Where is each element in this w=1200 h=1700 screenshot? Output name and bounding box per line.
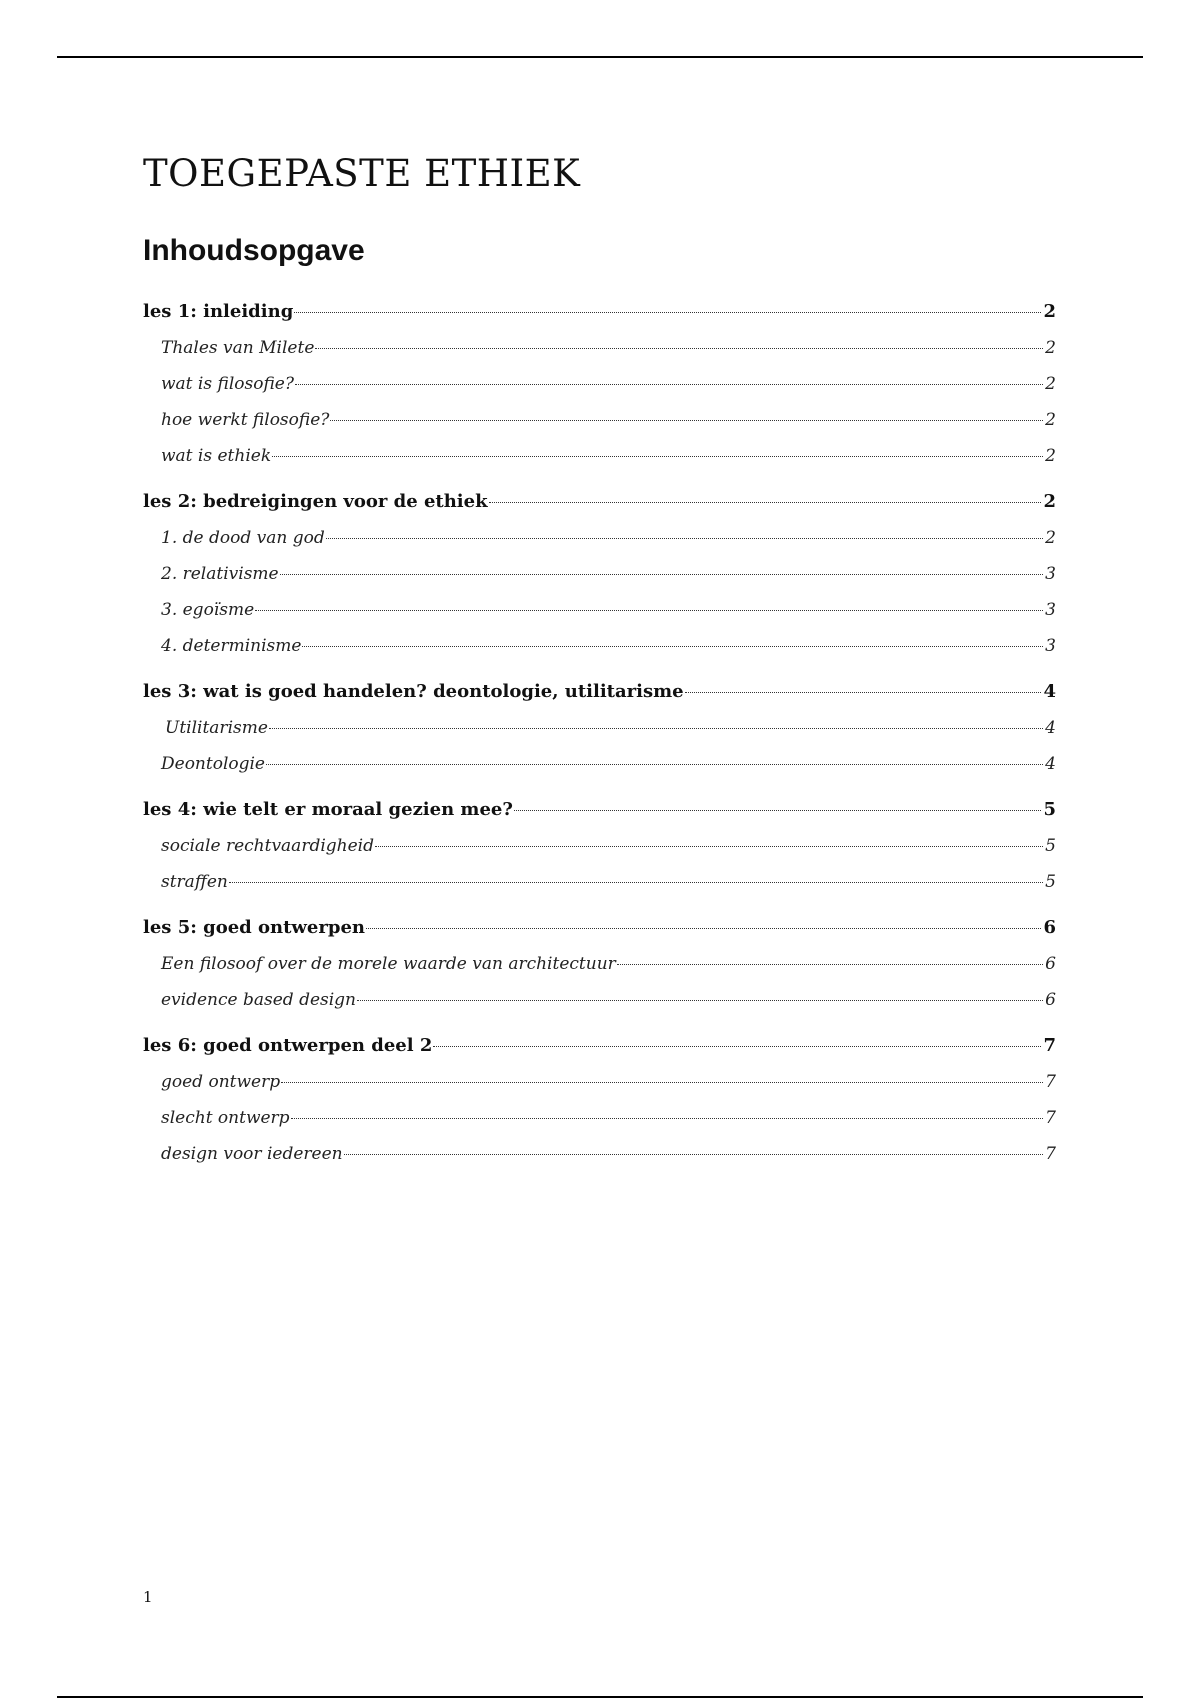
dot-leader — [514, 810, 1042, 811]
toc-subentry-label: 4. determinisme — [161, 636, 302, 656]
toc-subentry-page: 7 — [1045, 1144, 1056, 1164]
toc-subentry[interactable] — [143, 946, 1056, 982]
toc-subentry[interactable] — [143, 1064, 1056, 1100]
header-rule — [57, 56, 1143, 58]
toc-subentry-label: 3. egoïsme — [161, 600, 255, 620]
toc-subentry-label: slecht ontwerp — [161, 1108, 290, 1128]
dot-leader — [281, 1082, 1043, 1083]
dot-leader — [294, 312, 1041, 313]
toc-entry-label: les 1: inleiding — [143, 301, 294, 322]
toc-subentry-page: 5 — [1045, 836, 1056, 856]
dot-leader — [291, 1118, 1044, 1119]
toc-entry-page: 2 — [1043, 301, 1056, 322]
toc-subentry-label: Een filosoof over de morele waarde van architectuur — [161, 954, 616, 974]
dot-leader — [266, 764, 1043, 765]
toc-subentry[interactable] — [143, 592, 1056, 628]
toc-entry[interactable] — [143, 910, 1056, 946]
toc-entry-label: les 5: goed ontwerpen — [143, 917, 365, 938]
toc-subentry[interactable] — [143, 438, 1056, 474]
toc-entry[interactable] — [143, 1028, 1056, 1064]
toc-entry[interactable] — [143, 484, 1056, 520]
document-title: TOEGEPASTE ETHIEK — [143, 152, 581, 195]
toc-entry[interactable] — [143, 674, 1056, 710]
toc-entry-page: 7 — [1043, 1035, 1056, 1056]
toc-section-1 — [143, 294, 1056, 474]
toc-subentry[interactable] — [143, 828, 1056, 864]
toc-entry-page: 5 — [1043, 799, 1056, 820]
toc-subentry-label: Utilitarisme — [165, 718, 268, 738]
toc-section-5 — [143, 910, 1056, 1018]
dot-leader — [269, 728, 1043, 729]
dot-leader — [685, 692, 1042, 693]
toc-heading: Inhoudsopgave — [143, 234, 365, 267]
toc-entry-page: 4 — [1043, 681, 1056, 702]
dot-leader — [255, 610, 1043, 611]
table-of-contents — [143, 294, 1056, 1172]
toc-section-2 — [143, 484, 1056, 664]
toc-section-3 — [143, 674, 1056, 782]
toc-subentry[interactable] — [143, 746, 1056, 782]
toc-entry-label: les 3: wat is goed handelen? deontologie, utilitarisme — [143, 681, 684, 702]
dot-leader — [489, 502, 1042, 503]
toc-subentry-page: 6 — [1045, 990, 1056, 1010]
dot-leader — [357, 1000, 1043, 1001]
toc-subentry-page: 2 — [1045, 528, 1056, 548]
toc-subentry-page: 5 — [1045, 872, 1056, 892]
toc-subentry[interactable] — [143, 556, 1056, 592]
toc-entry-page: 6 — [1043, 917, 1056, 938]
dot-leader — [433, 1046, 1041, 1047]
dot-leader — [330, 420, 1043, 421]
toc-entry[interactable] — [143, 294, 1056, 330]
toc-subentry-page: 2 — [1045, 446, 1056, 466]
toc-subentry[interactable] — [143, 628, 1056, 664]
toc-subentry-label: hoe werkt filosofie? — [161, 410, 330, 430]
toc-subentry-page: 2 — [1045, 374, 1056, 394]
toc-subentry-page: 4 — [1045, 754, 1056, 774]
toc-subentry-label: Deontologie — [161, 754, 265, 774]
toc-subentry[interactable] — [143, 520, 1056, 556]
toc-subentry-page: 2 — [1045, 338, 1056, 358]
footer-rule — [57, 1696, 1143, 1698]
dot-leader — [280, 574, 1044, 575]
toc-subentry-label: goed ontwerp — [161, 1072, 281, 1092]
dot-leader — [295, 384, 1043, 385]
toc-subentry[interactable] — [143, 1136, 1056, 1172]
toc-subentry-page: 4 — [1045, 718, 1056, 738]
toc-section-6 — [143, 1028, 1056, 1172]
dot-leader — [344, 1154, 1044, 1155]
toc-entry-label: les 2: bedreigingen voor de ethiek — [143, 491, 488, 512]
toc-subentry-page: 3 — [1045, 564, 1056, 584]
dot-leader — [229, 882, 1043, 883]
toc-subentry-label: evidence based design — [161, 990, 357, 1010]
toc-subentry-label: 1. de dood van god — [161, 528, 325, 548]
toc-subentry-page: 3 — [1045, 600, 1056, 620]
toc-subentry-label: Thales van Milete — [161, 338, 315, 358]
toc-entry-page: 2 — [1043, 491, 1056, 512]
toc-subentry-label: 2. relativisme — [161, 564, 279, 584]
dot-leader — [302, 646, 1043, 647]
toc-subentry[interactable] — [143, 1100, 1056, 1136]
toc-subentry-label: straffen — [161, 872, 228, 892]
toc-subentry[interactable] — [143, 710, 1056, 746]
toc-subentry-page: 6 — [1045, 954, 1056, 974]
dot-leader — [375, 846, 1043, 847]
toc-subentry-page: 7 — [1045, 1072, 1056, 1092]
toc-subentry[interactable] — [143, 982, 1056, 1018]
dot-leader — [617, 964, 1043, 965]
toc-entry-label: les 4: wie telt er moraal gezien mee? — [143, 799, 513, 820]
toc-subentry[interactable] — [143, 366, 1056, 402]
toc-subentry[interactable] — [143, 330, 1056, 366]
dot-leader — [272, 456, 1043, 457]
toc-subentry-page: 2 — [1045, 410, 1056, 430]
dot-leader — [366, 928, 1041, 929]
toc-entry[interactable] — [143, 792, 1056, 828]
toc-subentry-label: wat is ethiek — [161, 446, 272, 466]
dot-leader — [326, 538, 1043, 539]
dot-leader — [315, 348, 1043, 349]
toc-subentry-page: 7 — [1045, 1108, 1056, 1128]
page-number: 1 — [143, 1588, 153, 1606]
toc-subentry[interactable] — [143, 864, 1056, 900]
toc-subentry-label: design voor iedereen — [161, 1144, 343, 1164]
toc-subentry-page: 3 — [1045, 636, 1056, 656]
toc-subentry[interactable] — [143, 402, 1056, 438]
toc-entry-label: les 6: goed ontwerpen deel 2 — [143, 1035, 433, 1056]
toc-subentry-label: sociale rechtvaardigheid — [161, 836, 374, 856]
toc-subentry-label: wat is filosofie? — [161, 374, 294, 394]
toc-section-4 — [143, 792, 1056, 900]
